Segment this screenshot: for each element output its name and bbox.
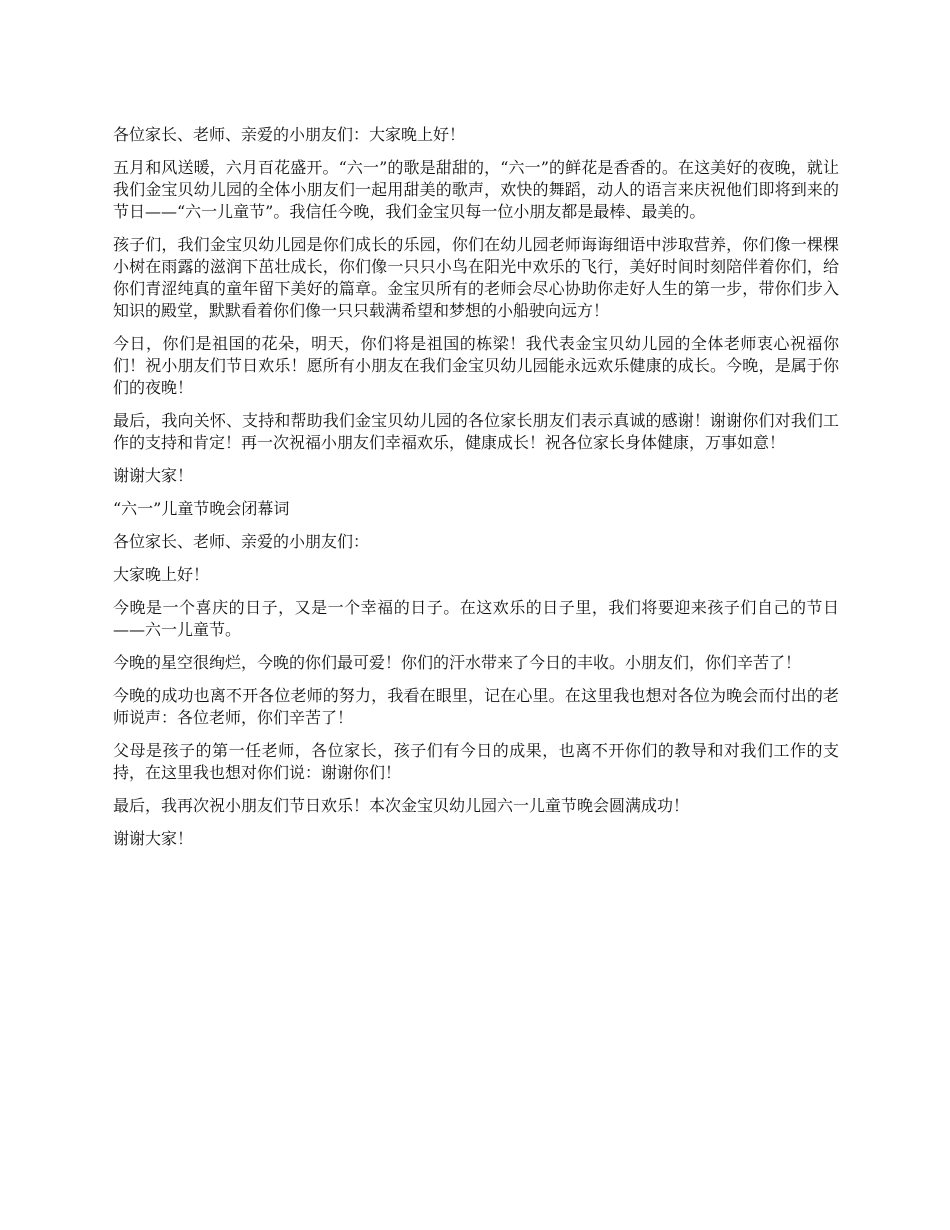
paragraph-intro: 五月和风送暖，六月百花盛开。“六一”的歌是甜甜的，“六一”的鲜花是香香的。在这美好的夜晚，就让我们金宝贝幼儿园的全体小朋友们一起用甜美的歌声，欢快的舞蹈，动人的语言来庆祝他们即将到来的节日——“六一儿童节”。我信任今晚，我们金宝贝每一位小朋友都是最棒、最美的。 (113, 158, 839, 221)
paragraph-thanks-parents: 最后，我向关怀、支持和帮助我们金宝贝幼儿园的各位家长朋友们表示真诚的感谢！谢谢你们对我们工作的支持和肯定！再一次祝福小朋友们幸福欢乐，健康成长！祝各位家长身体健康，万事如意！ (113, 411, 839, 452)
document-body (113, 124, 839, 861)
paragraph-greeting: 各位家长、老师、亲爱的小朋友们：大家晚上好！ (113, 125, 466, 144)
paragraph-children: 孩子们，我们金宝贝幼儿园是你们成长的乐园，你们在幼儿园老师诲诲细语中涉取营养，你们像一棵棵小树在雨露的滋润下茁壮成长，你们像一只只小鸟在阳光中欢乐的飞行，美好时间时刻陪伴着你们，给你们青涩纯真的童年留下美好的篇章。金宝贝所有的老师会尽心协助你走好人生的第一步，带你们步入知识的殿堂，默默看着你们像一只只载满希望和梦想的小船驶向远方！ (113, 235, 839, 320)
paragraph-closing-thanks: 谢谢大家！ (113, 466, 194, 485)
paragraph-parents: 父母是孩子的第一任老师，各位家长，孩子们有今日的成果，也离不开你们的教导和对我们工作的支持，在这里我也想对你们说：谢谢你们！ (113, 741, 839, 782)
paragraph-blessing: 今日，你们是祖国的花朵，明天，你们将是祖国的栋梁！我代表金宝贝幼儿园的全体老师衷心祝福你们！祝小朋友们节日欢乐！愿所有小朋友在我们金宝贝幼儿园能永远欢乐健康的成长。今晚，是属于你们的夜晚！ (113, 334, 839, 397)
section-title: “六一”儿童节晚会闭幕词 (113, 499, 290, 518)
paragraph-good-evening: 大家晚上好！ (113, 565, 210, 584)
paragraph-teachers: 今晚的成功也离不开各位老师的努力，我看在眼里，记在心里。在这里我也想对各位为晚会而付出的老师说声：各位老师，你们辛苦了！ (113, 686, 839, 727)
paragraph-salutation: 各位家长、老师、亲爱的小朋友们： (113, 532, 370, 551)
paragraph-starry-night: 今晚的星空很绚烂，今晚的你们最可爱！你们的汗水带来了今日的丰收。小朋友们，你们辛苦了！ (113, 653, 802, 672)
paragraph-final-thanks: 谢谢大家！ (113, 829, 194, 848)
paragraph-final-wish: 最后，我再次祝小朋友们节日欢乐！本次金宝贝幼儿园六一儿童节晚会圆满成功！ (113, 796, 690, 815)
paragraph-happy-day: 今晚是一个喜庆的日子，又是一个幸福的日子。在这欢乐的日子里，我们将要迎来孩子们自己的节日——六一儿童节。 (113, 598, 839, 639)
